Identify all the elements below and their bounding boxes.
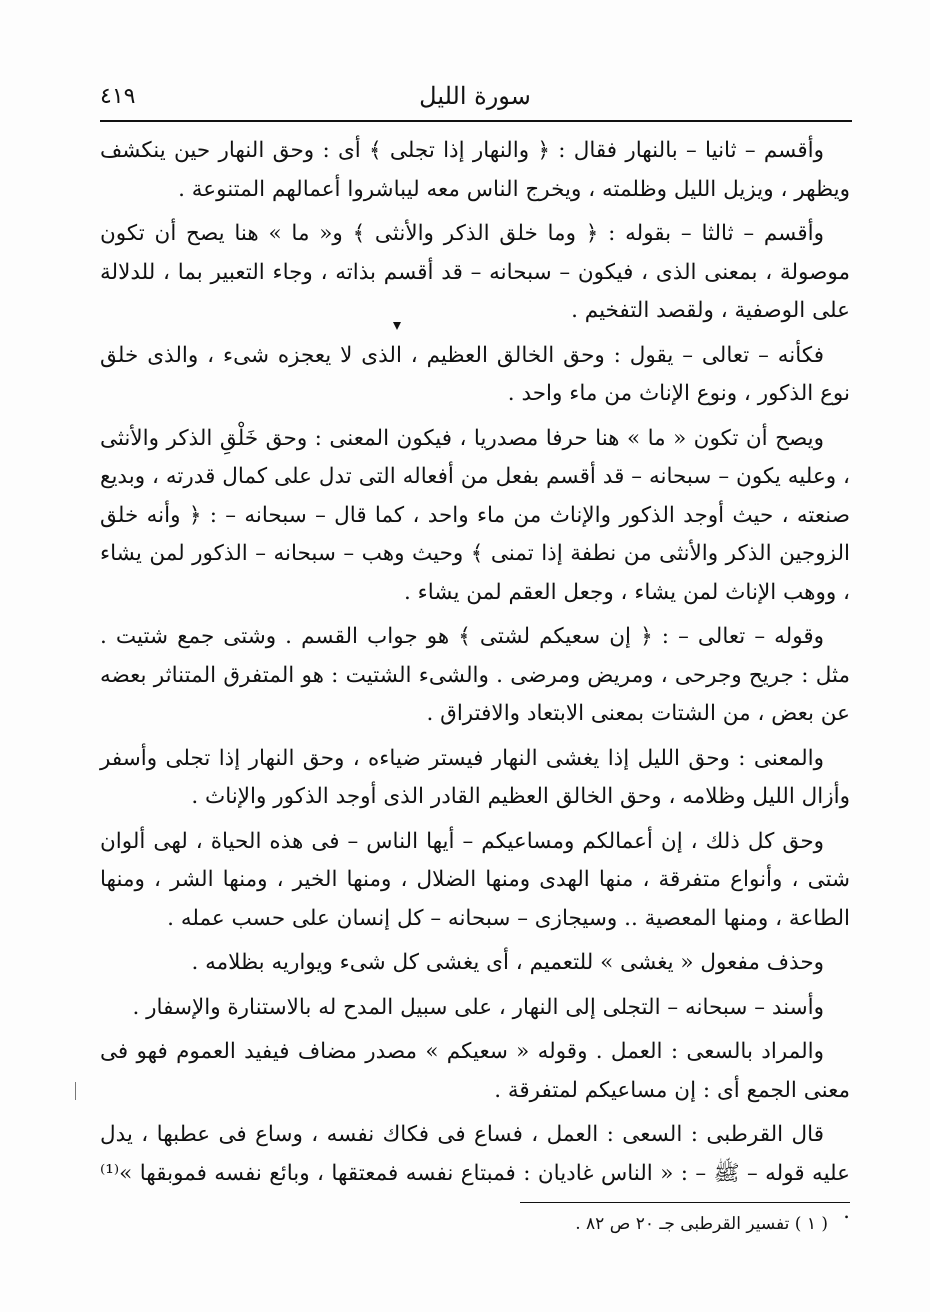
paragraph: وقوله – تعالى – : ﴿ إن سعيكم لشتى ﴾ هو جواب القسم . وشتى جمع شتيت . مثل : جريح وجرحى ، ومريض ومرضى . والشىء الشتيت : هو المتفرق المتناثر بعضه عن بعض ، من الشتات بمعنى الابتعاد والافتراق . [100, 624, 850, 726]
body-text [100, 132, 850, 1238]
paragraph: ويصح أن تكون « ما » هنا حرفا مصدريا ، فيكون المعنى : وحق خَلْقِ الذكر والأنثى ، وعليه يكون – سبحانه – قد أقسم بفعل من أفعاله التى تدل على كمال قدرته ، وبديع صنعته ، حيث أوجد الذكور والإناث من ماء واحد ، كما قال – سبحانه – : ﴿ وأنه خلق الزوجين الذكر والأنثى من نطفة إذا تمنى ﴾ وحيث وهب – سبحانه – الذكور لمن يشاء ، ووهب الإناث لمن يشاء ، وجعل العقم لمن يشاء . [100, 425, 850, 605]
footnote-rule [520, 1202, 850, 1203]
paragraph: وحذف مفعول « يغشى » للتعميم ، أى يغشى كل شىء ويواريه بظلامه . [191, 950, 824, 975]
margin-mark [75, 1082, 76, 1100]
paragraph: قال القرطبى : السعى : العمل ، فساع فى فكاك نفسه ، وساع فى عطبها ، يدل عليه قوله – ﷺ – : « الناس غاديان : فمبتاع نفسه فمعتقها ، وبائع نفسه فموبقها »⁽¹⁾ . [100, 1122, 850, 1224]
page-header [100, 78, 850, 118]
header-rule [100, 120, 852, 122]
surah-title: سورة الليل [419, 82, 531, 110]
paragraph: وحق كل ذلك ، إن أعمالكم ومساعيكم – أيها الناس – فى هذه الحياة ، لهى ألوان شتى ، وأنواع متفرقة ، منها الهدى ومنها الضلال ، ومنها الخير ، ومنها الشر ، ومنها الطاعة ، ومنها المعصية .. وسيجازى – سبحانه – كل إنسان على حسب عمله . [100, 828, 850, 931]
paragraph: وأقسم – ثالثا – بقوله : ﴿ وما خلق الذكر والأنثى ﴾ و« ما » هنا يصح أن تكون موصولة ، بمعنى الذى ، فيكون – سبحانه – قد أقسم بذاته ، وجاء التعبير بما ، للدلالة على الوصفية ، ولقصد التفخيم . [100, 221, 850, 323]
page-number: ٤١٩ [100, 84, 136, 109]
paragraph: والمعنى : وحق الليل إذا يغشى النهار فيستر ضياءه ، وحق النهار إذا تجلى وأسفر وأزال الليل وظلامه ، وحق الخالق العظيم القادر الذى أوجد الذكور والإناث . [100, 745, 850, 809]
paragraph: وأقسم – ثانيا – بالنهار فقال : ﴿ والنهار إذا تجلى ﴾ أى : وحق النهار حين ينكشف ويظهر ، ويزيل الليل وظلمته ، ويخرج الناس معه ليباشروا أعمالهم المتنوعة . [100, 138, 850, 202]
paragraph: فكأنه – تعالى – يقول : وحق الخالق العظيم ، الذى لا يعجزه شىء ، والذى خلق نوع الذكور ، ونوع الإناث من ماء واحد . [100, 342, 850, 406]
paragraph: وأسند – سبحانه – التجلى إلى النهار ، على سبيل المدح له بالاستنارة والإسفار . [132, 994, 824, 1020]
paragraph: والمراد بالسعى : العمل . وقوله « سعيكم » مصدر مضاف فيفيد العموم فهو فى معنى الجمع أى : إن مساعيكم لمتفرقة . [100, 1039, 850, 1103]
footnote: ( ١ ) تفسير القرطبى جـ ٢٠ ص ٨٢ . [575, 1214, 828, 1234]
